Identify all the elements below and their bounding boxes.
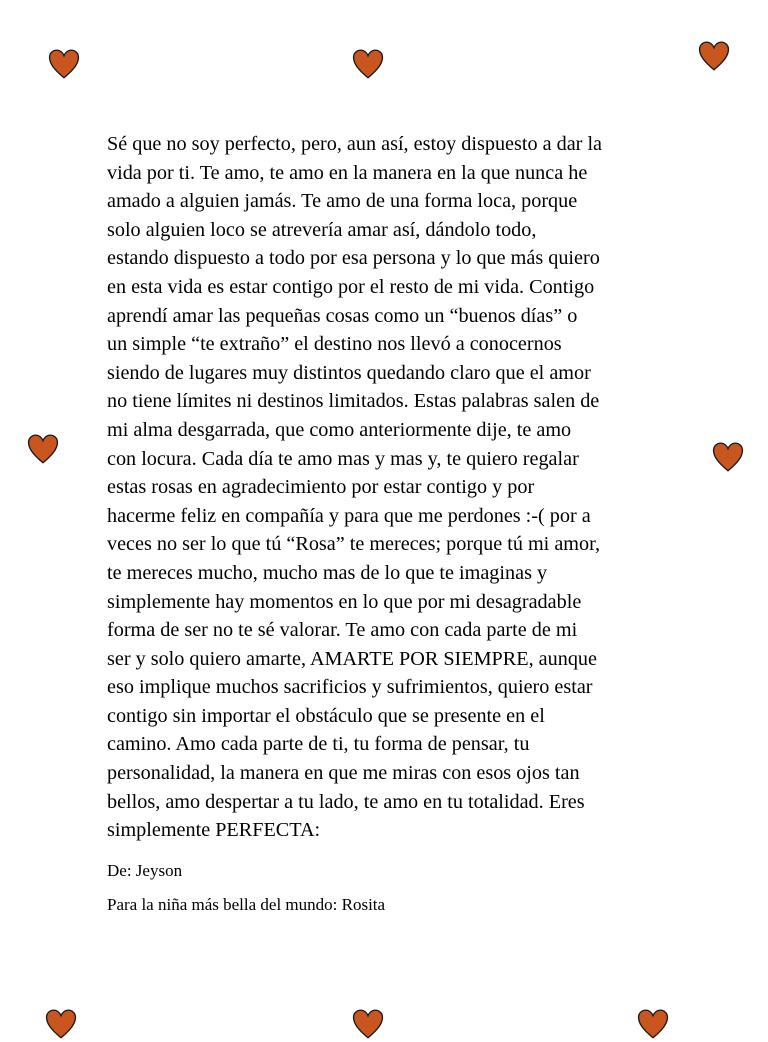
letter-line: estando dispuesto a todo por esa persona y lo que más quiero [107,247,600,270]
heart-icon [636,1008,670,1042]
heart-icon [47,48,81,82]
letter-line: un simple “te extraño” el destino nos llevó a conocernos [107,333,562,356]
letter-line: mi alma desgarrada, que como anteriormente dije, te amo [107,418,572,441]
letter-line: hacerme feliz en compañía y para que me perdones :-( por a [107,504,591,527]
letter-line: solo alguien loco se atrevería amar así, dándolo todo, [107,218,537,241]
letter-line: no tiene límites ni destinos limitados. Estas palabras salen de [107,390,600,413]
letter-line: en esta vida es estar contigo por el resto de mi vida. Contigo [107,275,595,298]
letter [107,130,677,917]
signature: De: Jeyson [107,860,183,880]
heart-icon [44,1008,78,1042]
letter-line: con locura. Cada día te amo mas y mas y, te quiero regalar [107,447,579,470]
letter-line: vida por ti. Te amo, te amo en la manera en la que nunca he [107,161,588,184]
letter-line: ser y solo quiero amarte, AMARTE POR SIEMPRE, aunque [107,647,597,670]
dedication: Para la niña más bella del mundo: Rosita [107,894,386,914]
heart-icon [351,48,385,82]
letter-line: forma de ser no te sé valorar. Te amo con cada parte de mi [107,619,578,642]
letter-line: siendo de lugares muy distintos quedando claro que el amor [107,361,591,384]
letter-line: Sé que no soy perfecto, pero, aun así, estoy dispuesto a dar la [107,133,603,155]
letter-line: bellos, amo despertar a tu lado, te amo en tu totalidad. Eres [107,790,585,813]
letter-line: eso implique muchos sacrificios y sufrimientos, quiero estar [107,676,593,699]
letter-line: aprendí amar las pequeñas cosas como un “buenos días” o [107,304,578,327]
letter-line: te mereces mucho, mucho mas de lo que te imaginas y [107,561,548,584]
letter-line: simplemente PERFECTA: [107,819,321,842]
letter-line: estas rosas en agradecimiento por estar contigo y por [107,476,535,499]
heart-icon [711,441,745,475]
letter-line: camino. Amo cada parte de ti, tu forma de pensar, tu [107,733,530,756]
letter-line: contigo sin importar el obstáculo que se presente en el [107,704,545,727]
letter-line: personalidad, la manera en que me miras con esos ojos tan [107,762,580,785]
heart-icon [351,1008,385,1042]
heart-icon [697,40,731,74]
letter-line: veces no ser lo que tú “Rosa” te mereces; porque tú mi amor, [107,533,601,556]
letter-line: amado a alguien jamás. Te amo de una forma loca, porque [107,190,578,213]
heart-icon [26,433,60,467]
letter-line: simplemente hay momentos en lo que por mi desagradable [107,590,582,613]
letter-body [107,130,677,845]
